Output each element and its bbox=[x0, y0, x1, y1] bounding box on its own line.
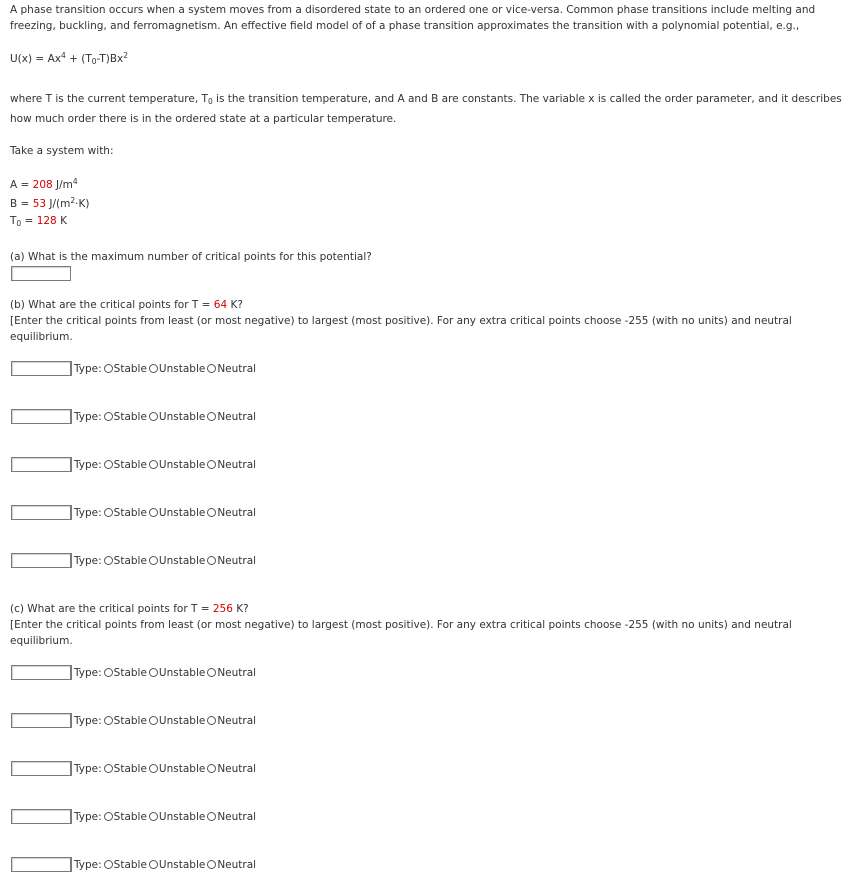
where-line-1: where T is the current temperature, $T_0$ is the transition temperature, and A and B are constants. The variable x is called the order parameter, and it describes bbox=[10, 93, 842, 106]
part-b-row-5-neutral-radio[interactable] bbox=[207, 556, 216, 565]
type-label: Type: bbox=[74, 362, 102, 375]
part-c-critical-point-5-input[interactable] bbox=[11, 857, 71, 872]
unstable-option-label[interactable]: Unstable bbox=[158, 714, 206, 727]
stable-option-label[interactable]: Stable bbox=[113, 458, 147, 471]
part-c-row-2-unstable-radio[interactable] bbox=[149, 716, 158, 725]
type-label: Type: bbox=[74, 810, 102, 823]
part-b-row-1-unstable-radio[interactable] bbox=[149, 364, 158, 373]
part-c-row-3-neutral-radio[interactable] bbox=[207, 764, 216, 773]
stable-option-label[interactable]: Stable bbox=[113, 506, 147, 519]
neutral-option-label[interactable]: Neutral bbox=[217, 714, 257, 727]
part-c-row-5-neutral-radio[interactable] bbox=[207, 860, 216, 869]
constant-a: A = 208 $J/m^4$ bbox=[10, 177, 78, 191]
part-c-critical-point-3-type-group bbox=[71, 761, 256, 776]
part-c-row-1-neutral-radio[interactable] bbox=[207, 668, 216, 677]
stable-option-label[interactable]: Stable bbox=[113, 362, 147, 375]
stable-option-label[interactable]: Stable bbox=[113, 762, 147, 775]
part-b-row-3-stable-radio[interactable] bbox=[104, 460, 113, 469]
type-label: Type: bbox=[74, 762, 102, 775]
part-b-question: (b) What are the critical points for T = 64 K? bbox=[10, 299, 243, 311]
part-c-row-4-unstable-radio[interactable] bbox=[149, 812, 158, 821]
part-b-row-5-unstable-radio[interactable] bbox=[149, 556, 158, 565]
neutral-option-label[interactable]: Neutral bbox=[217, 362, 257, 375]
part-c-row-4-stable-radio[interactable] bbox=[104, 812, 113, 821]
where-line-2: how much order there is in the ordered state at a particular temperature. bbox=[10, 113, 397, 125]
part-b-critical-point-4-input[interactable] bbox=[11, 505, 71, 520]
constant-b: B = 53 $J/(m^2\cdot K)$ bbox=[10, 196, 90, 210]
stable-option-label[interactable]: Stable bbox=[113, 858, 147, 871]
part-c-instructions-2: equilibrium. bbox=[10, 635, 73, 647]
part-c-row-2-stable-radio[interactable] bbox=[104, 716, 113, 725]
part-c-critical-point-2-type-group bbox=[71, 713, 256, 728]
part-c-critical-point-5-type-group bbox=[71, 857, 256, 872]
part-b-critical-point-2-input[interactable] bbox=[11, 409, 71, 424]
part-c-row-1-stable-radio[interactable] bbox=[104, 668, 113, 677]
type-label: Type: bbox=[74, 554, 102, 567]
unstable-option-label[interactable]: Unstable bbox=[158, 362, 206, 375]
part-c-row-5-stable-radio[interactable] bbox=[104, 860, 113, 869]
unstable-option-label[interactable]: Unstable bbox=[158, 458, 206, 471]
part-c-row-2-neutral-radio[interactable] bbox=[207, 716, 216, 725]
part-c-critical-point-1-input[interactable] bbox=[11, 665, 71, 680]
stable-option-label[interactable]: Stable bbox=[113, 714, 147, 727]
part-b-row-4-unstable-radio[interactable] bbox=[149, 508, 158, 517]
part-c-critical-point-4-input[interactable] bbox=[11, 809, 71, 824]
part-c-critical-point-3-input[interactable] bbox=[11, 761, 71, 776]
unstable-option-label[interactable]: Unstable bbox=[158, 666, 206, 679]
part-a-answer-input[interactable] bbox=[11, 266, 71, 281]
potential-formula: $U(x) = Ax^4 + (T_0-T)Bx^2$ bbox=[10, 51, 129, 66]
stable-option-label[interactable]: Stable bbox=[113, 666, 147, 679]
neutral-option-label[interactable]: Neutral bbox=[217, 458, 257, 471]
intro-line-2: freezing, buckling, and ferromagnetism. An effective field model of of a phase transition approximates the transition with a polynomial potential, e.g., bbox=[10, 20, 800, 32]
unstable-option-label[interactable]: Unstable bbox=[158, 810, 206, 823]
part-b-row-2-stable-radio[interactable] bbox=[104, 412, 113, 421]
part-b-row-1-stable-radio[interactable] bbox=[104, 364, 113, 373]
stable-option-label[interactable]: Stable bbox=[113, 810, 147, 823]
neutral-option-label[interactable]: Neutral bbox=[217, 506, 257, 519]
part-b-critical-point-2-type-group bbox=[71, 409, 256, 424]
part-b-critical-point-3-type-group bbox=[71, 457, 256, 472]
neutral-option-label[interactable]: Neutral bbox=[217, 554, 257, 567]
unstable-option-label[interactable]: Unstable bbox=[158, 410, 206, 423]
unstable-option-label[interactable]: Unstable bbox=[158, 554, 206, 567]
part-b-row-2-neutral-radio[interactable] bbox=[207, 412, 216, 421]
type-label: Type: bbox=[74, 714, 102, 727]
part-b-row-5-stable-radio[interactable] bbox=[104, 556, 113, 565]
part-b-critical-point-1-input[interactable] bbox=[11, 361, 71, 376]
neutral-option-label[interactable]: Neutral bbox=[217, 810, 257, 823]
type-label: Type: bbox=[74, 858, 102, 871]
neutral-option-label[interactable]: Neutral bbox=[217, 666, 257, 679]
intro-line-1: A phase transition occurs when a system moves from a disordered state to an ordered one or vice-versa. Common phase transitions include melting and bbox=[10, 4, 816, 16]
part-b-critical-point-1-type-group bbox=[71, 361, 256, 376]
part-b-critical-point-3-input[interactable] bbox=[11, 457, 71, 472]
stable-option-label[interactable]: Stable bbox=[113, 410, 147, 423]
part-c-row-3-unstable-radio[interactable] bbox=[149, 764, 158, 773]
part-b-row-1-neutral-radio[interactable] bbox=[207, 364, 216, 373]
part-b-row-3-unstable-radio[interactable] bbox=[149, 460, 158, 469]
part-b-instructions-2: equilibrium. bbox=[10, 331, 73, 343]
part-c-instructions-1: [Enter the critical points from least (or most negative) to largest (most positive). For any extra critical points choose -255 (with no units) and neutral bbox=[10, 619, 792, 631]
part-c-question: (c) What are the critical points for T = 256 K? bbox=[10, 603, 249, 615]
part-b-row-4-neutral-radio[interactable] bbox=[207, 508, 216, 517]
part-b-row-3-neutral-radio[interactable] bbox=[207, 460, 216, 469]
part-c-critical-point-4-type-group bbox=[71, 809, 256, 824]
part-c-row-1-unstable-radio[interactable] bbox=[149, 668, 158, 677]
part-c-row-3-stable-radio[interactable] bbox=[104, 764, 113, 773]
neutral-option-label[interactable]: Neutral bbox=[217, 858, 257, 871]
part-c-row-4-neutral-radio[interactable] bbox=[207, 812, 216, 821]
part-b-critical-point-5-input[interactable] bbox=[11, 553, 71, 568]
neutral-option-label[interactable]: Neutral bbox=[217, 762, 257, 775]
take-system-text: Take a system with: bbox=[10, 145, 114, 157]
part-b-critical-point-5-type-group bbox=[71, 553, 256, 568]
part-c-critical-point-2-input[interactable] bbox=[11, 713, 71, 728]
unstable-option-label[interactable]: Unstable bbox=[158, 506, 206, 519]
unstable-option-label[interactable]: Unstable bbox=[158, 858, 206, 871]
neutral-option-label[interactable]: Neutral bbox=[217, 410, 257, 423]
unstable-option-label[interactable]: Unstable bbox=[158, 762, 206, 775]
part-c-critical-point-1-type-group bbox=[71, 665, 256, 680]
part-c-row-5-unstable-radio[interactable] bbox=[149, 860, 158, 869]
part-b-critical-point-4-type-group bbox=[71, 505, 256, 520]
stable-option-label[interactable]: Stable bbox=[113, 554, 147, 567]
part-a-question: (a) What is the maximum number of critical points for this potential? bbox=[10, 251, 372, 263]
type-label: Type: bbox=[74, 506, 102, 519]
type-label: Type: bbox=[74, 666, 102, 679]
part-b-row-2-unstable-radio[interactable] bbox=[149, 412, 158, 421]
type-label: Type: bbox=[74, 458, 102, 471]
constant-t0: $T_0 = 128$ K bbox=[10, 215, 67, 228]
part-b-row-4-stable-radio[interactable] bbox=[104, 508, 113, 517]
part-b-instructions-1: [Enter the critical points from least (or most negative) to largest (most positive). For any extra critical points choose -255 (with no units) and neutral bbox=[10, 315, 792, 327]
type-label: Type: bbox=[74, 410, 102, 423]
